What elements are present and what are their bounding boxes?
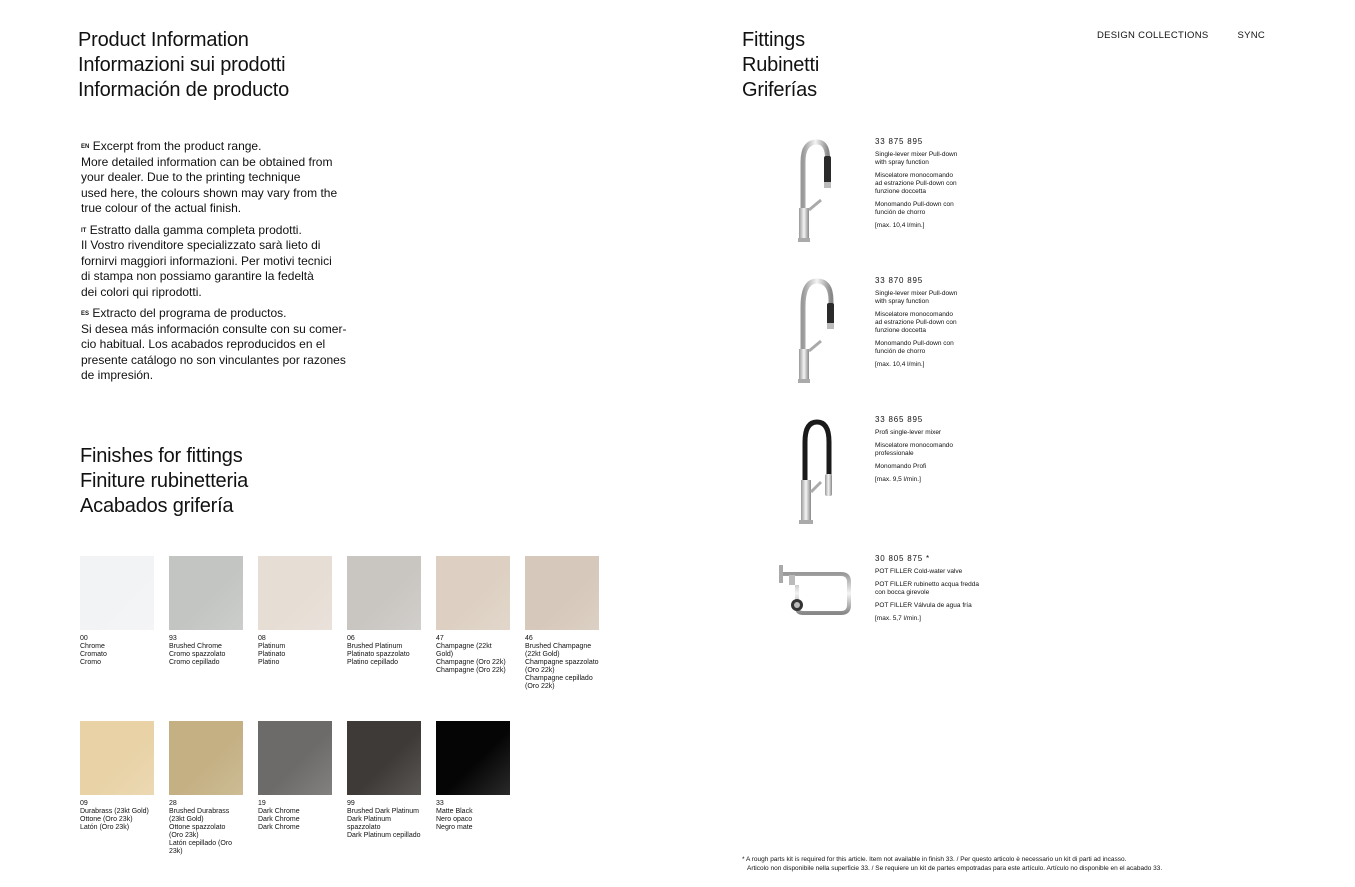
line: funzione doccetta [875, 188, 926, 195]
line: ad estrazione Pull-down con [875, 180, 957, 187]
finish-color-chip [436, 556, 510, 630]
lang-tag: EN [81, 144, 90, 150]
finish-name-line: Cromato [80, 651, 107, 658]
line: Monomando Profi [875, 463, 927, 470]
nav-design-collections[interactable]: DESIGN COLLECTIONS [1097, 30, 1209, 41]
product-item [777, 277, 1037, 387]
finish-name-line: Negro mate [436, 824, 473, 831]
footnote [742, 856, 1162, 873]
finish-swatch [169, 556, 243, 667]
line: POT FILLER rubinetto acqua fredda [875, 581, 979, 588]
flow-rate [875, 476, 1005, 484]
finish-color-chip [169, 721, 243, 795]
line: Profi single-lever mixer [875, 429, 942, 436]
finish-label [347, 800, 421, 840]
product-item [777, 555, 1037, 665]
finish-color-chip [169, 556, 243, 630]
line: with spray function [875, 298, 929, 305]
footnote-line: * A rough parts kit is required for this article. Item not available in finish 33. / Per questo articolo è necessario un kit di parti ad incasso. [742, 856, 1127, 863]
finish-name-line: Champagne (Oro 22k) [436, 667, 506, 674]
finish-swatch [169, 721, 243, 856]
finish-code: 19 [258, 800, 266, 807]
title-line-es: Griferías [742, 79, 817, 101]
product-code: 33 875 895 [875, 137, 924, 146]
line: con bocca girevole [875, 589, 930, 596]
finish-color-chip [436, 721, 510, 795]
finish-name-line: Ottone spazzolato [169, 824, 226, 831]
title-line-en: Finishes for fittings [80, 445, 243, 467]
paragraph-it [81, 223, 361, 301]
product-info-text [81, 139, 361, 390]
line: More detailed information can be obtained from [81, 154, 333, 169]
line: Il Vostro rivenditore specializzato sarà lieto di [81, 238, 321, 252]
title-line-es: Acabados grifería [80, 495, 234, 517]
line: Single-lever mixer Pull-down [875, 151, 958, 158]
finish-name-line: Platinum [258, 643, 286, 650]
finish-code: 08 [258, 635, 266, 642]
finish-name-line: Durabrass (23kt Gold) [80, 808, 149, 815]
product-item [777, 416, 1037, 526]
line: Si desea más información consulte con su comer- [81, 321, 347, 336]
line: with spray function [875, 159, 929, 166]
finish-name-line: Dark Chrome [258, 824, 300, 831]
product-info [875, 416, 1005, 489]
finish-name-line: Chrome [80, 643, 105, 650]
desc-it [875, 172, 1005, 196]
product-info [875, 277, 1005, 374]
finish-name-line: Nero opaco [436, 816, 473, 823]
finish-name-line: Brushed Durabrass [169, 808, 230, 815]
finish-swatch [258, 556, 332, 667]
line: used here, the colours shown may vary from the [81, 185, 338, 200]
finish-code: 06 [347, 635, 355, 642]
line: cio habitual. Los acabados reproducidos en el [81, 337, 326, 351]
finish-label [258, 800, 332, 832]
finish-name-line: (Oro 23k) [169, 832, 199, 839]
nav-sync[interactable]: SYNC [1237, 30, 1266, 41]
pull-down-faucet-icon [777, 138, 867, 248]
finish-label [169, 800, 243, 856]
finish-swatch [80, 556, 154, 667]
title-line-en: Product Information [78, 29, 249, 51]
finish-name-line: Matte Black [436, 808, 473, 815]
line: Miscelatore monocomando [875, 172, 954, 179]
line: funzione doccetta [875, 327, 926, 334]
line: Miscelatore monocomando [875, 311, 954, 318]
desc-it [875, 442, 1005, 458]
line: [max. 5,7 l/min.] [875, 615, 921, 622]
finish-code: 93 [169, 635, 177, 642]
title-line-it: Rubinetti [742, 54, 820, 76]
line: presente catálogo no son vinculantes por razones [81, 352, 346, 367]
finish-color-chip [347, 721, 421, 795]
finish-name-line: Cromo [80, 659, 102, 666]
top-nav [1097, 30, 1265, 41]
lang-tag: ES [81, 311, 90, 317]
finish-name-line: Dark Chrome [258, 816, 300, 823]
finish-name-line: Champagne spazzolato [525, 659, 599, 666]
line: de impresión. [81, 368, 154, 382]
line: di stampa non possiamo garantire la fedeltà [81, 269, 314, 283]
product-info-title [78, 28, 289, 103]
line: Excerpt from the product range. [92, 139, 262, 153]
finish-name-line: Latón (Oro 23k) [80, 824, 130, 831]
desc-it [875, 311, 1005, 335]
finish-name-line: Platinato spazzolato [347, 651, 410, 658]
product-code: 33 865 895 [875, 415, 924, 424]
line: true colour of the actual finish. [81, 201, 242, 215]
finish-code: 99 [347, 800, 355, 807]
product-info [875, 555, 1025, 628]
finish-label [347, 635, 421, 667]
line: Miscelatore monocomando [875, 442, 954, 449]
finish-name-line: Champagne cepillado [525, 675, 593, 682]
finish-color-chip [525, 556, 599, 630]
desc-es [875, 201, 1005, 217]
flow-rate [875, 361, 1005, 369]
desc-es [875, 463, 1005, 471]
footnote-line: Articolo non disponibile nella superficie 33. / Se requiere un kit de partes empotradas para este artículo. Artículo no disponible en el acabado 33. [747, 864, 1163, 872]
finish-label [80, 635, 154, 667]
finish-color-chip [80, 556, 154, 630]
line: professionale [875, 450, 914, 457]
title-line-it: Informazioni sui prodotti [78, 54, 286, 76]
finish-swatch [347, 556, 421, 667]
finish-name-line: Brushed Chrome [169, 643, 222, 650]
finish-name-line: Brushed Dark Platinum [347, 808, 419, 815]
finish-code: 00 [80, 635, 88, 642]
pull-down-faucet-curved-icon [777, 277, 867, 387]
finish-name-line: Brushed Platinum [347, 643, 403, 650]
product-item [777, 138, 1037, 248]
desc-es [875, 602, 1025, 610]
paragraph-en [81, 139, 361, 217]
paragraph-es [81, 306, 361, 384]
line: POT FILLER Válvula de agua fría [875, 602, 972, 609]
line: Single-lever mixer Pull-down [875, 290, 958, 297]
desc-it [875, 581, 1025, 597]
line: dei colori qui riprodotti. [81, 284, 202, 299]
finish-name-line: (Oro 22k) [525, 683, 555, 690]
finish-name-line: (22kt Gold) [525, 651, 560, 658]
finish-code: 28 [169, 800, 177, 807]
finish-swatch [80, 721, 154, 832]
finish-name-line: Cromo spazzolato [169, 651, 226, 658]
finish-name-line: Champagne (Oro 22k) [436, 659, 506, 666]
line: POT FILLER Cold-water valve [875, 568, 963, 575]
finish-name-line: (Oro 22k) [525, 667, 555, 674]
finish-name-line: Dark Chrome [258, 808, 300, 815]
line: función de chorro [875, 209, 926, 216]
desc-en [875, 429, 1005, 437]
line: [max. 9,5 l/min.] [875, 476, 921, 483]
finish-name-line: Platinato [258, 651, 286, 658]
finish-name-line: Platino cepillado [347, 659, 398, 666]
finish-name-line: (23kt Gold) [169, 816, 204, 823]
finish-name-line: Champagne (22kt Gold) [436, 643, 492, 658]
finish-color-chip [258, 556, 332, 630]
desc-en [875, 290, 1005, 306]
finishes-title [80, 444, 248, 519]
product-info [875, 138, 1005, 235]
title-line-es: Información de producto [78, 79, 290, 101]
finish-code: 47 [436, 635, 444, 642]
finish-label [258, 635, 332, 667]
finish-label [169, 635, 243, 667]
flow-rate [875, 615, 1025, 623]
finish-name-line: Dark Platinum cepillado [347, 832, 421, 839]
line: ad estrazione Pull-down con [875, 319, 957, 326]
finish-code: 46 [525, 635, 533, 642]
finish-swatch [436, 556, 510, 675]
finish-color-chip [80, 721, 154, 795]
lang-tag: IT [81, 227, 87, 234]
finish-name-line: Dark Platinum spazzolato [347, 816, 391, 831]
finish-label [80, 800, 154, 832]
pot-filler-icon [777, 555, 867, 665]
title-line-en: Fittings [742, 29, 805, 51]
finish-swatch [525, 556, 599, 691]
finish-name-line: Latón cepillado (Oro 23k) [169, 840, 233, 855]
finish-name-line: Platino [258, 659, 280, 666]
line: [max. 10,4 l/min.] [875, 222, 925, 229]
title-line-it: Finiture rubinetteria [80, 470, 249, 492]
line: [max. 10,4 l/min.] [875, 361, 925, 368]
product-code: 33 870 895 [875, 276, 924, 285]
finish-name-line: Brushed Champagne [525, 643, 592, 650]
finish-code: 09 [80, 800, 88, 807]
line: fornirvi maggiori informazioni. Per motivi tecnici [81, 253, 332, 268]
finish-label [436, 800, 510, 832]
finish-swatch [436, 721, 510, 832]
desc-en [875, 151, 1005, 167]
profi-faucet-icon [777, 416, 867, 526]
line: Estratto dalla gamma completa prodotti. [89, 222, 302, 237]
flow-rate [875, 222, 1005, 230]
line: Monomando Pull-down con [875, 201, 954, 208]
fittings-title [742, 28, 819, 103]
line: función de chorro [875, 348, 926, 355]
finish-label [436, 635, 510, 675]
line: Monomando Pull-down con [875, 340, 954, 347]
finish-color-chip [258, 721, 332, 795]
product-code: 30 805 875 * [875, 554, 930, 563]
finish-name-line: Ottone (Oro 23k) [80, 816, 133, 823]
finish-color-chip [347, 556, 421, 630]
line: Extracto del programa de productos. [92, 306, 287, 320]
finish-label [525, 635, 599, 691]
finish-swatch [258, 721, 332, 832]
line: your dealer. Due to the printing technique [81, 170, 301, 184]
finish-code: 33 [436, 800, 444, 807]
desc-es [875, 340, 1005, 356]
desc-en [875, 568, 1025, 576]
finish-name-line: Cromo cepillado [169, 659, 220, 666]
finish-swatch [347, 721, 421, 840]
